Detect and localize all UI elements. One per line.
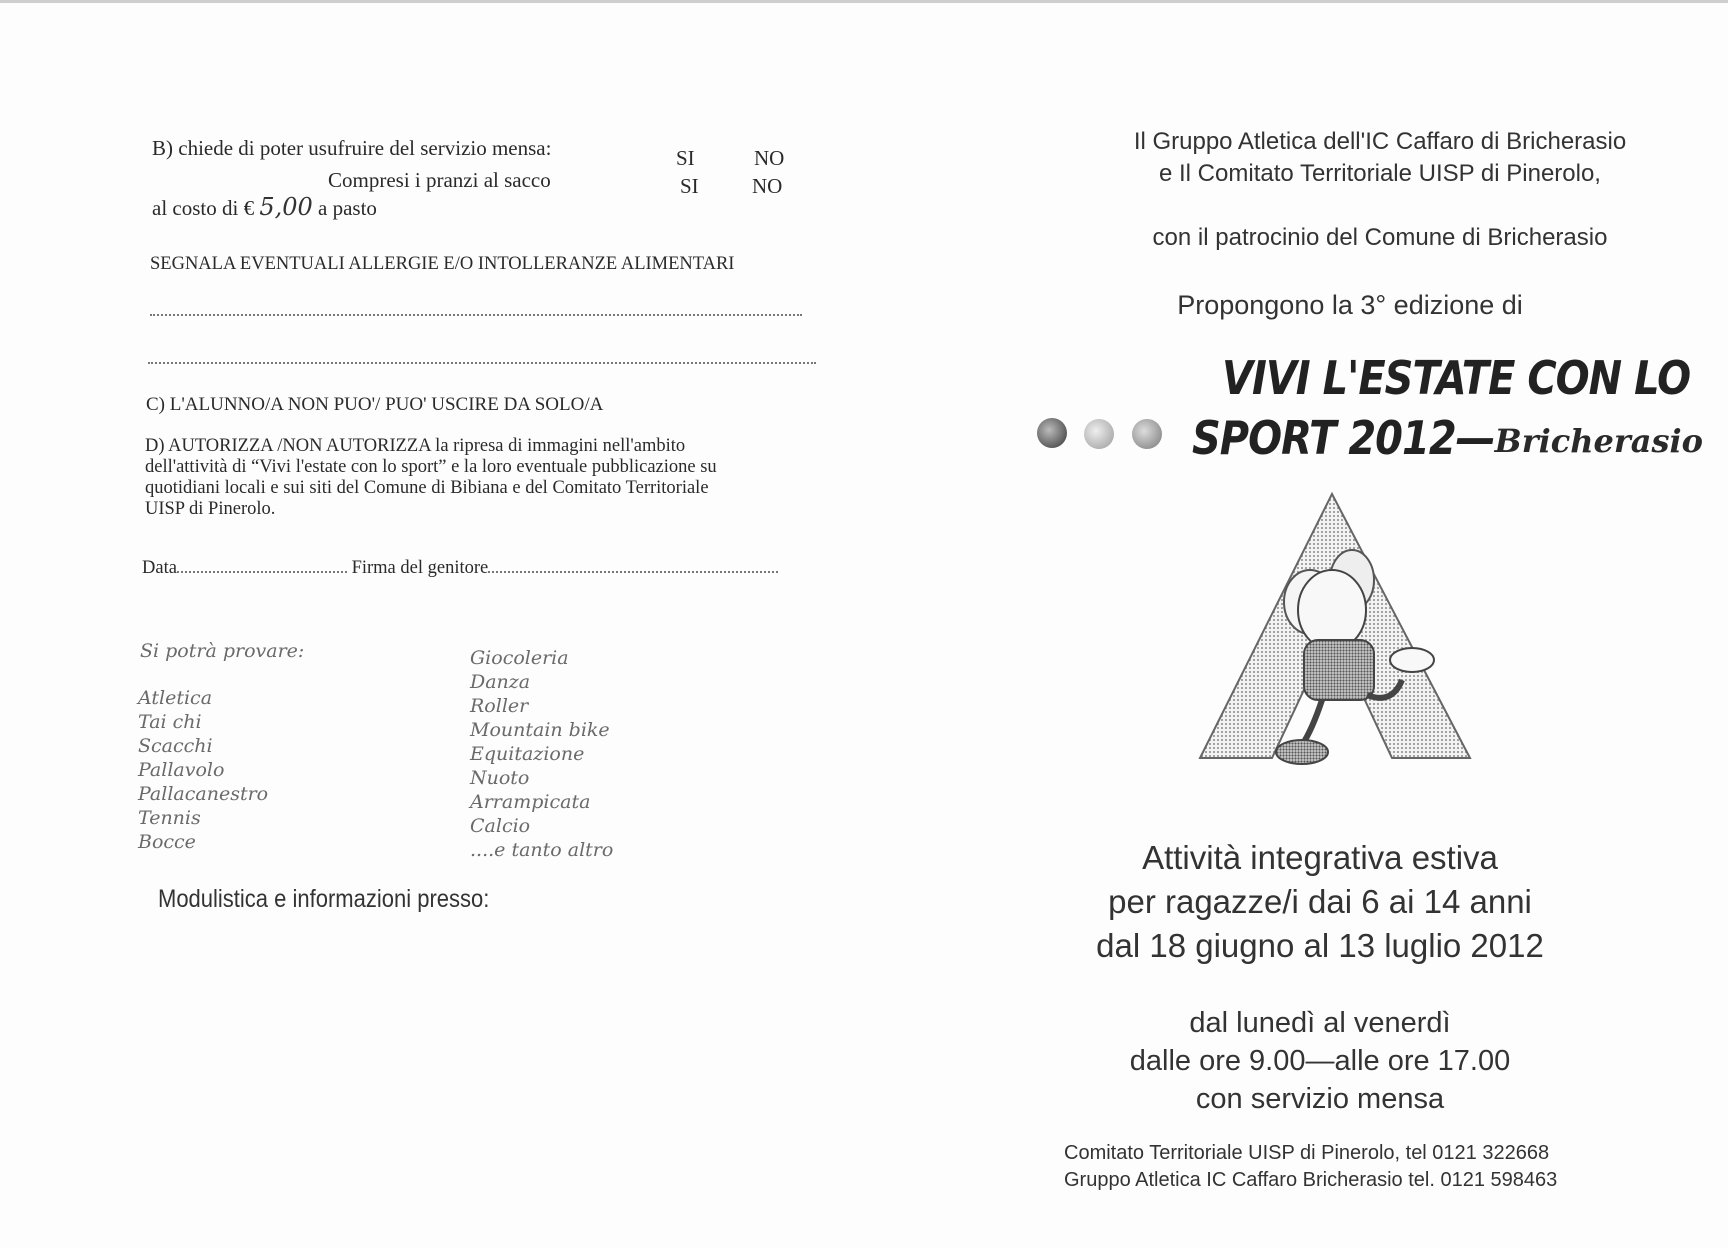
event-title-place: Bricherasio <box>1494 422 1703 460</box>
activity-item: Calcio <box>470 815 531 837</box>
packed-lunch-no: NO <box>752 174 783 198</box>
activity-item: Pallacanestro <box>138 783 269 805</box>
activity-item: Roller <box>470 695 529 717</box>
description-line-3: dal 18 giugno al 13 luglio 2012 <box>1096 927 1544 964</box>
organizer-line-1: Il Gruppo Atletica dell'IC Caffaro di Bricherasio <box>1133 128 1627 155</box>
cost-suffix: a pasto <box>318 196 377 220</box>
date-field <box>177 571 347 573</box>
event-title-line-2 <box>1192 412 1703 466</box>
schedule <box>990 1004 1650 1118</box>
activity-item: ....e tanto altro <box>470 839 614 861</box>
organizer-line-2: e Il Comitato Territoriale UISP di Pinerolo, <box>1159 160 1601 187</box>
event-title-line-1: VIVI L'ESTATE CON LO <box>1222 352 1691 406</box>
info-label: Modulistica e informazioni presso: <box>158 884 490 913</box>
event-description <box>990 836 1650 968</box>
activity-item: Nuoto <box>470 767 530 789</box>
activity-item: Equitazione <box>470 743 585 765</box>
activity-item: Giocoleria <box>470 647 569 669</box>
auth-line-2: dell'attività di “Vivi l'estate con lo sport” e la loro eventuale pubblicazione su <box>145 457 717 477</box>
activity-item: Arrampicata <box>470 791 591 813</box>
proposal-line: Propongono la 3° edizione di <box>1177 290 1523 320</box>
allergy-line-2 <box>148 350 816 364</box>
canteen-no: NO <box>754 146 785 170</box>
contact-uisp: Comitato Territoriale UISP di Pinerolo, tel 0121 322668 <box>1064 1142 1550 1164</box>
activity-item: Danza <box>470 671 531 693</box>
ball-icon <box>1084 419 1114 449</box>
signature-field <box>488 571 778 573</box>
allergy-heading: SEGNALA EVENTUALI ALLERGIE E/O INTOLLERANZE ALIMENTARI <box>150 254 735 274</box>
schedule-line-1: dal lunedì al venerdì <box>1189 1007 1451 1039</box>
canteen-si: SI <box>676 146 695 170</box>
cost-line <box>152 193 377 221</box>
mascot-illustration <box>1192 490 1482 770</box>
packed-lunch-label: Compresi i pranzi al sacco <box>328 168 551 192</box>
description-line-2: per ragazze/i dai 6 ai 14 anni <box>1108 883 1532 920</box>
ball-icon <box>1037 418 1067 448</box>
date-label: Data <box>142 558 177 578</box>
event-title-year: SPORT 2012— <box>1192 412 1495 466</box>
exit-permission: C) L'ALUNNO/A NON PUO'/ PUO' USCIRE DA SOLO/A <box>146 394 604 415</box>
activity-item: Scacchi <box>138 735 213 757</box>
cost-value: 5,00 <box>259 193 313 221</box>
activity-item: Bocce <box>138 831 196 853</box>
scan-top-edge <box>0 0 1728 3</box>
auth-line-1: D) AUTORIZZA /NON AUTORIZZA la ripresa di immagini nell'ambito <box>145 436 686 456</box>
schedule-line-3: con servizio mensa <box>1195 1083 1445 1115</box>
try-heading: Si potrà provare: <box>140 640 305 662</box>
canteen-request: B) chiede di poter usufruire del servizio mensa: <box>152 136 552 160</box>
packed-lunch-si: SI <box>680 174 699 198</box>
signature-label: Firma del genitore <box>351 558 489 578</box>
patronage: con il patrocinio del Comune di Bricherasio <box>1152 224 1608 251</box>
contacts <box>1064 1140 1557 1194</box>
activity-item: Pallavolo <box>138 759 225 781</box>
signature-line <box>142 558 778 579</box>
activities-col-2 <box>470 646 613 862</box>
activity-item: Tai chi <box>138 711 202 733</box>
activities-col-1 <box>138 686 268 854</box>
cost-prefix: al costo di € <box>152 196 255 220</box>
auth-line-4: UISP di Pinerolo. <box>145 499 276 519</box>
image-authorization <box>145 436 817 520</box>
description-line-1: Attività integrativa estiva <box>1142 839 1498 876</box>
schedule-line-2: dalle ore 9.00—alle ore 17.00 <box>1129 1045 1511 1077</box>
allergy-line-1 <box>150 302 802 316</box>
activity-item: Atletica <box>138 687 213 709</box>
auth-line-3: quotidiani locali e sui siti del Comune di Bibiana e del Comitato Territoriale <box>145 478 709 498</box>
organizers <box>1040 126 1720 190</box>
activity-item: Tennis <box>138 807 201 829</box>
ball-icon <box>1132 419 1162 449</box>
activity-item: Mountain bike <box>470 719 610 741</box>
contact-atletica: Gruppo Atletica IC Caffaro Bricherasio tel. 0121 598463 <box>1064 1169 1558 1191</box>
